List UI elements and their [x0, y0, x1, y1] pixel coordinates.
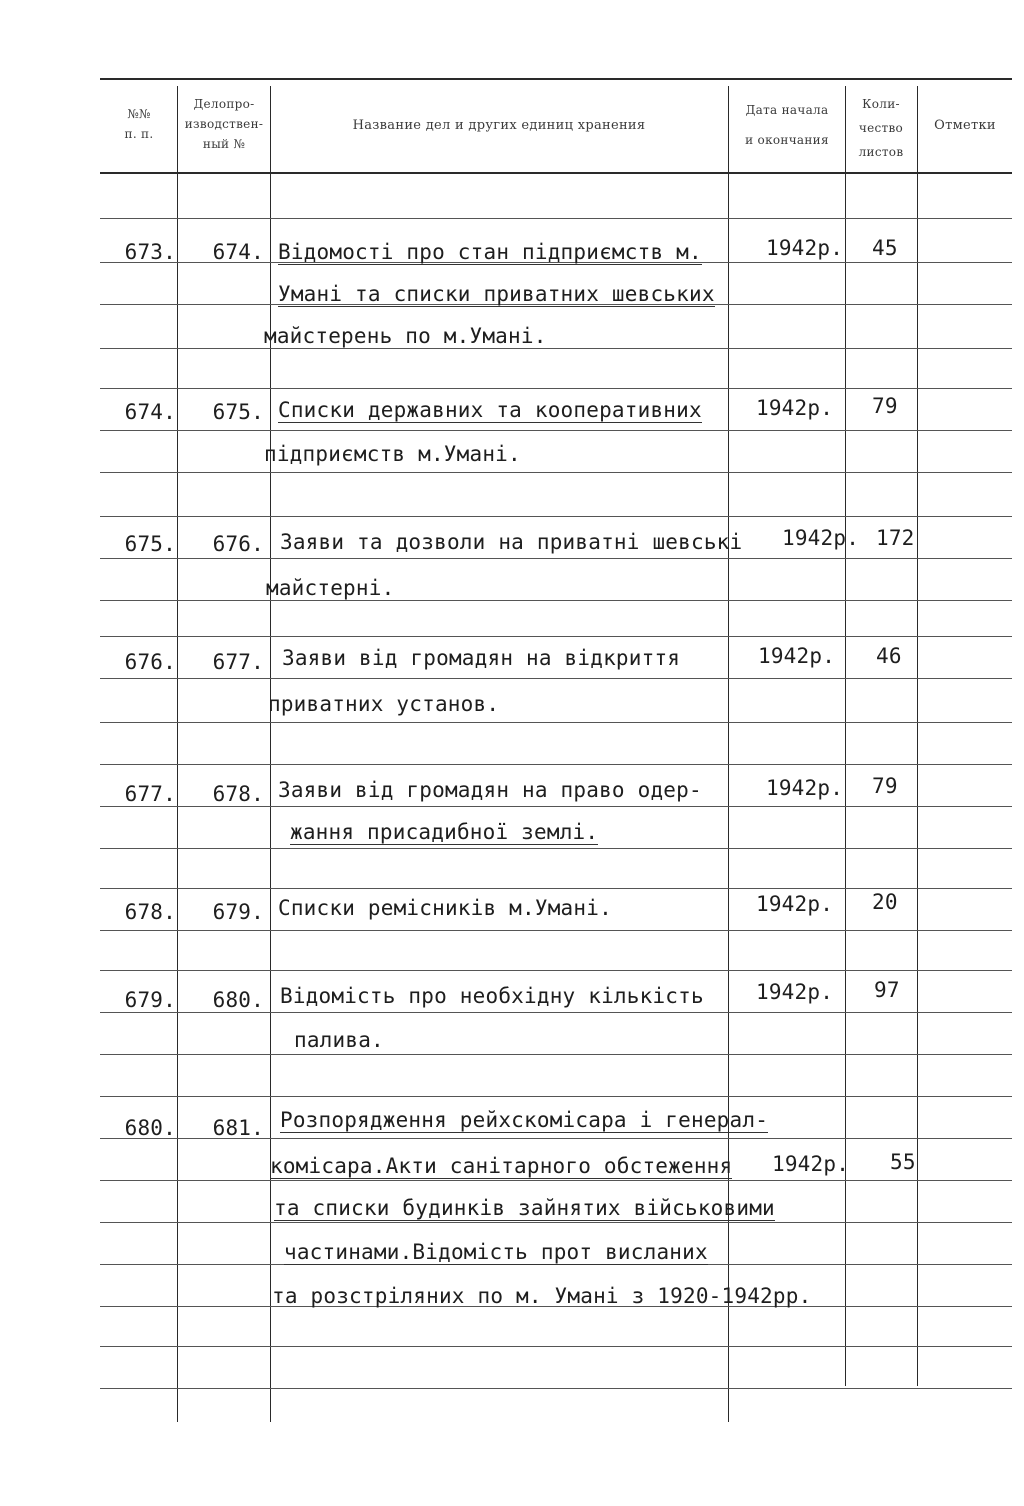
ruled-line — [100, 806, 1012, 807]
ruled-line — [100, 430, 1012, 431]
ruled-line — [100, 1054, 1012, 1055]
row-title-line: та розстріляних по м. Умані з 1920-1942рр. — [272, 1284, 812, 1308]
row-office-number: 681. — [212, 1116, 264, 1140]
ruled-line — [100, 516, 1012, 517]
ruled-line — [100, 970, 1012, 971]
header-title: Название дел и других единиц хранения — [352, 118, 646, 133]
row-title-line: Відомість про необхідну кількість — [280, 984, 704, 1008]
row-number: 676. — [124, 650, 176, 674]
ruled-line — [100, 1096, 1012, 1097]
row-title-line: Заяви від громадян на право одер- — [278, 778, 702, 802]
row-date: 1942р. — [772, 1152, 850, 1176]
header-sheets — [847, 92, 915, 164]
ruled-line — [100, 600, 1012, 601]
row-office-number: 679. — [212, 900, 264, 924]
ruled-line — [100, 1012, 1012, 1013]
row-date: 1942р. — [766, 776, 844, 800]
ruled-line — [100, 1346, 1012, 1347]
ruled-line — [100, 1180, 1012, 1181]
header-notes: Отметки — [934, 118, 996, 133]
header-number-line-1: №№ — [127, 107, 151, 121]
row-sheets: 45 — [872, 236, 898, 260]
row-title-line: приватних установ. — [268, 692, 500, 716]
column-divider-5 — [917, 86, 918, 1386]
row-sheets: 46 — [876, 644, 902, 668]
ruled-line — [100, 218, 1012, 219]
row-office-number: 677. — [212, 650, 264, 674]
header-office-line-1: Делопро- — [193, 97, 255, 111]
row-title-line: Заяви та дозволи на приватні шевські — [280, 530, 743, 554]
ruled-line — [100, 930, 1012, 931]
header-dates-line-1: Дата начала — [745, 103, 829, 117]
row-date: 1942р. — [766, 236, 844, 260]
row-title-line: Списки державних та кооперативних — [278, 398, 702, 422]
row-title-line: комісара.Акти санітарного обстеження — [270, 1154, 733, 1178]
ruled-line — [100, 388, 1012, 389]
row-number: 675. — [124, 532, 176, 556]
ruled-line — [100, 558, 1012, 559]
row-title-line: майстерні. — [266, 576, 395, 600]
header-dates-line-2: и окончания — [745, 133, 829, 147]
row-title-line: Заяви від громадян на відкриття — [282, 646, 681, 670]
row-date: 1942р. — [782, 526, 860, 550]
row-office-number: 680. — [212, 988, 264, 1012]
row-date: 1942р. — [756, 892, 834, 916]
ruled-line — [100, 472, 1012, 473]
row-date: 1942р. — [756, 396, 834, 420]
row-title-line: палива. — [294, 1028, 384, 1052]
row-sheets: 79 — [872, 394, 898, 418]
ruled-line — [100, 1388, 1012, 1389]
row-title-line: Умані та списки приватних шевських — [278, 282, 715, 306]
header-bottom-rule — [100, 172, 1012, 174]
row-title-line: майстерень по м.Умані. — [264, 324, 547, 348]
ruled-line — [100, 1222, 1012, 1223]
row-number: 677. — [124, 782, 176, 806]
column-divider-4 — [845, 86, 846, 1386]
header-top-rule — [100, 78, 1012, 80]
ruled-line — [100, 348, 1012, 349]
row-office-number: 678. — [212, 782, 264, 806]
row-office-number: 675. — [212, 400, 264, 424]
row-number: 678. — [124, 900, 176, 924]
header-dates — [730, 100, 844, 150]
row-title-line: підприємств м.Умані. — [264, 442, 521, 466]
row-number: 679. — [124, 988, 176, 1012]
row-title-line: та списки будинків зайнятих військовими — [274, 1196, 775, 1220]
row-sheets: 55 — [890, 1150, 916, 1174]
row-date: 1942р. — [758, 644, 836, 668]
row-sheets: 20 — [872, 890, 898, 914]
row-date: 1942р. — [756, 980, 834, 1004]
row-title-line: жання присадибної землі. — [290, 820, 599, 844]
ruled-line — [100, 848, 1012, 849]
row-title-line: Списки ремісників м.Умані. — [278, 896, 612, 920]
header-office-line-3: ный № — [202, 137, 246, 151]
header-office-number — [180, 94, 268, 154]
header-sheets-line-2: чество — [858, 121, 904, 135]
row-title-line: Відомості про стан підприємств м. — [278, 240, 702, 264]
ruled-line — [100, 636, 1012, 637]
header-sheets-line-1: Коли- — [862, 97, 900, 111]
ruled-line — [100, 764, 1012, 765]
ruled-line — [100, 722, 1012, 723]
row-office-number: 674. — [212, 240, 264, 264]
header-number-line-2: п. п. — [124, 127, 154, 141]
row-title-line: Розпорядження рейхскомісара і генерал- — [280, 1108, 769, 1132]
ruled-line — [100, 678, 1012, 679]
row-sheets: 79 — [872, 774, 898, 798]
row-office-number: 676. — [212, 532, 264, 556]
row-title-line: частинами.Відомість прот висланих — [284, 1240, 708, 1264]
ruled-line — [100, 888, 1012, 889]
header-number — [104, 104, 174, 144]
header-sheets-line-3: листов — [858, 145, 904, 159]
row-number: 673. — [124, 240, 176, 264]
row-number: 680. — [124, 1116, 176, 1140]
row-sheets: 172 — [876, 526, 915, 550]
row-number: 674. — [124, 400, 176, 424]
row-sheets: 97 — [874, 978, 900, 1002]
header-office-line-2: изводствен- — [184, 117, 264, 131]
